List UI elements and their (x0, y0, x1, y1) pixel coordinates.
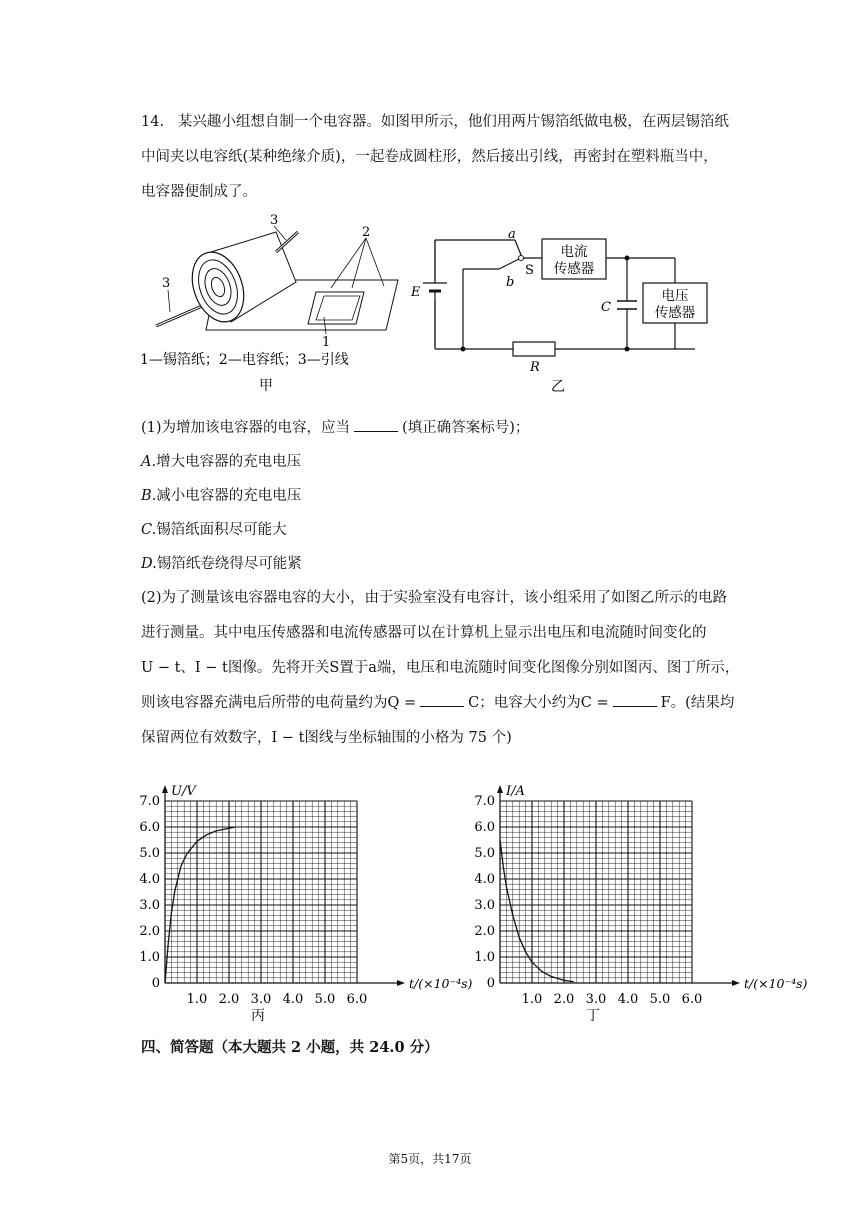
part2-line-4 (141, 691, 734, 712)
switch-blade (499, 259, 519, 269)
question-intro-line-2: 中间夹以电容纸(某种绝缘介质)，一起卷成圆柱形，然后接出引线，再密封在塑料瓶当中， (141, 149, 718, 165)
y-tick-label: 1.0 (474, 950, 495, 965)
series-line (500, 840, 574, 982)
intro-text-1: 某兴趣小组想自制一个电容器。如图甲所示，他们用两片锡箔纸做电极，在两层锡箔纸 (177, 114, 729, 130)
option-c-text: 锡箔纸面积尽可能大 (156, 522, 287, 538)
capacitance-answer-blank[interactable] (613, 692, 657, 707)
charge-answer-blank[interactable] (420, 692, 464, 707)
part2-line-1: (2)为了测量该电容器电容的大小，由于实验室没有电容计，该小组采用了如图乙所示的电路 (141, 590, 728, 606)
pointer-2-c (366, 238, 384, 286)
label-1: 1 (322, 335, 331, 350)
resistor-R (513, 342, 555, 356)
x-tick-label: 2.0 (218, 992, 240, 1007)
question-intro-line-1 (141, 110, 729, 131)
x-axis-arrow (732, 980, 740, 986)
y-tick-label: 4.0 (474, 872, 495, 887)
y-axis-arrow (162, 785, 168, 793)
option-a (141, 450, 301, 471)
y-axis-label: I/A (506, 784, 525, 799)
figure-jia-legend: 1—锡箔纸；2—电容纸；3—引线 (140, 352, 349, 368)
y-tick-label: 0 (151, 976, 160, 991)
part2-line-5: 保留两位有效数字，I − t图线与坐标轴围的小格为 75 个) (141, 730, 512, 746)
label-R: R (530, 360, 540, 375)
y-tick-label: 5.0 (139, 846, 160, 861)
current-sensor-label-1: 电流 (560, 244, 588, 260)
y-tick-label: 2.0 (474, 924, 495, 939)
y-axis-label: U/V (171, 784, 196, 799)
label-a: a (508, 227, 516, 242)
y-tick-label: 5.0 (474, 846, 495, 861)
y-tick-label: 7.0 (474, 794, 495, 809)
y-tick-label: 1.0 (139, 950, 160, 965)
x-tick-label: 5.0 (314, 992, 336, 1007)
y-tick-label: 2.0 (139, 924, 160, 939)
y-tick-label: 6.0 (139, 820, 160, 835)
x-tick-label: 6.0 (681, 992, 703, 1007)
part1-prompt (141, 416, 529, 437)
part2-f-text: F。(结果均 (660, 695, 735, 711)
x-tick-label: 5.0 (649, 992, 671, 1007)
y-axis-arrow (497, 785, 503, 793)
label-b: b (506, 275, 515, 290)
wire-a-terminal (515, 240, 521, 255)
question-number: 14. (141, 114, 165, 130)
chart-caption: 丁 (586, 1008, 600, 1024)
chart-bing-voltage (135, 780, 473, 1025)
question-intro-line-3: 电容器便制成了。 (141, 184, 257, 200)
switch-pivot (519, 256, 524, 261)
part2-c-text: C；电容大小约为C = (468, 695, 609, 711)
option-c-letter: C. (141, 522, 157, 538)
option-d-text: 锡箔纸卷绕得尽可能紧 (156, 556, 302, 572)
part1-prompt-tail: (填正确答案标号)； (402, 420, 530, 436)
label-3-top: 3 (270, 213, 279, 228)
y-tick-label: 7.0 (139, 794, 160, 809)
y-tick-label: 0 (486, 976, 495, 991)
label-2: 2 (362, 225, 371, 240)
option-b (141, 484, 301, 505)
voltage-sensor-label-1: 电压 (661, 288, 689, 304)
option-a-text: 增大电容器的充电电压 (156, 454, 302, 470)
part2-line-3: U − t、I − t图像。先将开关S置于a端，电压和电流随时间变化图像分别如图丙、图丁所示， (141, 660, 740, 676)
chart-ding-current (470, 780, 808, 1025)
figure-yi-caption: 乙 (551, 379, 565, 395)
label-S: S (525, 263, 534, 278)
part1-answer-blank[interactable] (354, 417, 398, 432)
voltage-sensor-label-2: 传感器 (654, 305, 696, 321)
x-tick-label: 4.0 (617, 992, 639, 1007)
option-a-letter: A. (141, 454, 157, 470)
x-tick-label: 4.0 (282, 992, 304, 1007)
figure-jia-caption: 甲 (259, 378, 273, 394)
option-b-letter: B. (141, 488, 157, 504)
option-b-text: 减小电容器的充电电压 (156, 488, 302, 504)
section-heading: 四、简答题（本大题共 2 小题，共 24.0 分） (141, 1039, 439, 1056)
option-d (141, 552, 302, 573)
label-C: C (601, 300, 611, 315)
y-tick-label: 4.0 (139, 872, 160, 887)
x-tick-label: 1.0 (186, 992, 208, 1007)
y-tick-label: 3.0 (139, 898, 160, 913)
y-tick-label: 6.0 (474, 820, 495, 835)
x-tick-label: 6.0 (346, 992, 368, 1007)
y-tick-label: 3.0 (474, 898, 495, 913)
x-tick-label: 2.0 (553, 992, 575, 1007)
figure-jia-capacitor-roll (136, 212, 396, 397)
x-axis-label: t/(×10⁻⁴s) (744, 976, 808, 991)
x-tick-label: 1.0 (521, 992, 543, 1007)
label-E: E (411, 285, 421, 300)
current-sensor-label-2: 传感器 (553, 261, 595, 277)
chart-caption: 丙 (251, 1008, 265, 1024)
x-tick-label: 3.0 (585, 992, 607, 1007)
part2-q-text: 则该电容器充满电后所带的电荷量约为Q = (141, 695, 417, 711)
option-d-letter: D. (141, 556, 157, 572)
figure-yi-circuit (405, 225, 725, 395)
x-axis-label: t/(×10⁻⁴s) (409, 976, 473, 991)
label-3-left: 3 (162, 276, 171, 291)
page-footer: 第5页，共17页 (388, 1152, 472, 1166)
option-c (141, 518, 287, 539)
pointer-3-left (168, 290, 170, 312)
part1-prompt-text: (1)为增加该电容器的电容，应当 (141, 420, 351, 436)
part2-line-2: 进行测量。其中电压传感器和电流传感器可以在计算机上显示出电压和电流随时间变化的 (141, 625, 707, 641)
x-axis-arrow (397, 980, 405, 986)
x-tick-label: 3.0 (250, 992, 272, 1007)
